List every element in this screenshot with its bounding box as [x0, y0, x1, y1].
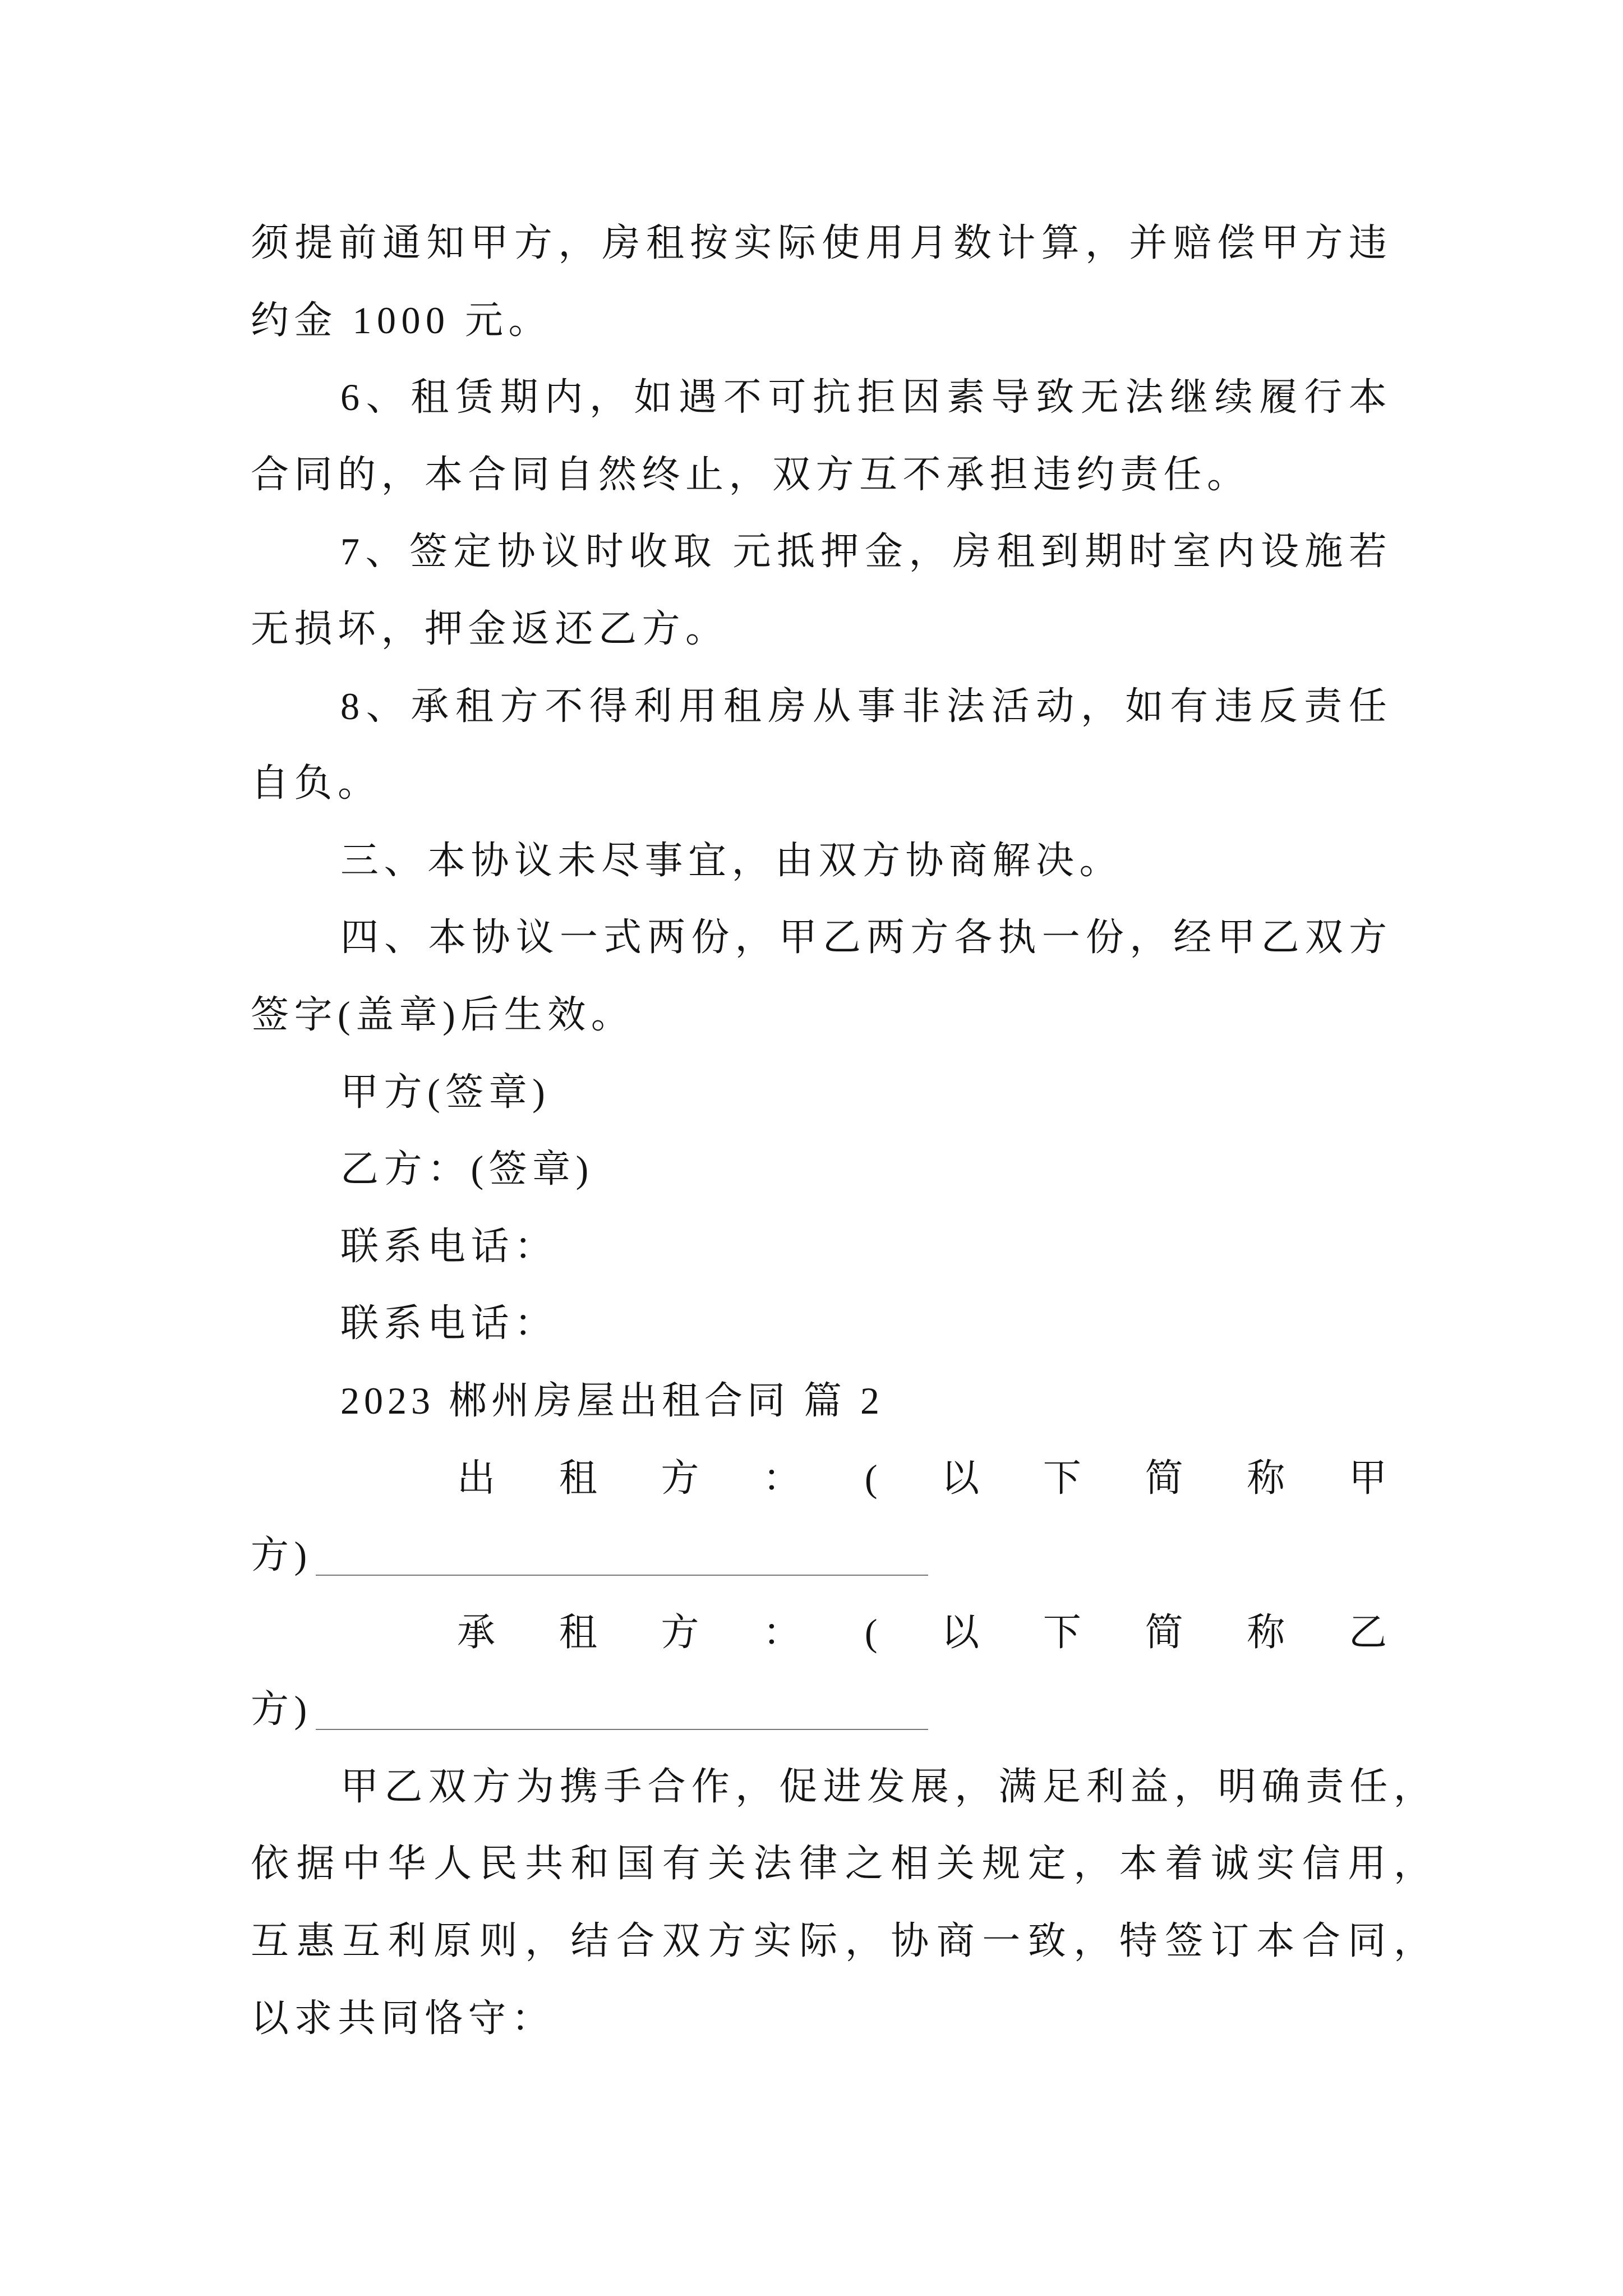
- text-line: 四 、 本 协 议 一 式 两 份 ， 甲 乙 两 方 各 执 一 份 ， 经 甲 乙 双 方: [340, 916, 1387, 959]
- text-line: 三、本协议未尽事宜，由双方协商解决。: [340, 839, 1123, 882]
- signature-block: [0, 1054, 1623, 1363]
- section-heading: 2023 郴州房屋出租合同 篇 2: [340, 1379, 884, 1422]
- clause-8: [0, 668, 1623, 822]
- party-a-signature: 甲方(签章): [340, 1070, 551, 1114]
- text-line: 6 、 租 赁 期 内 ， 如 遇 不 可 抗 拒 因 素 导 致 无 法 继 续 履 行 本: [340, 376, 1387, 419]
- text-line: 以求共同恪守：: [251, 1996, 555, 2040]
- lessee-field: [0, 1594, 1623, 1749]
- article-3: [0, 822, 1623, 900]
- text-line: 约金 1000 元。: [251, 298, 552, 342]
- text-line: [251, 1517, 1387, 1594]
- clause-6: [0, 359, 1623, 513]
- party-b-phone: 联系电话：: [340, 1302, 558, 1345]
- section-heading-block: [0, 1363, 1623, 1440]
- party-b-signature: 乙方：(签章): [340, 1148, 594, 1191]
- text-line: 8 、 承 租 方 不 得 利 用 租 房 从 事 非 法 活 动 ， 如 有 违 反 责 任: [340, 684, 1387, 728]
- lessor-name-blank: [316, 1575, 928, 1576]
- text-line: 无损坏，押金返还乙方。: [251, 607, 729, 650]
- lessor-label-end: 方): [251, 1534, 312, 1577]
- text-line: 自负。: [251, 762, 381, 805]
- text-line: [251, 1671, 1387, 1749]
- text-line: 合同的，本合同自然终止，双方互不承担违约责任。: [251, 453, 1251, 496]
- text-line: 出 租 方 ： ( 以 下 简 称 甲: [457, 1456, 1387, 1499]
- lessee-name-blank: [316, 1729, 928, 1730]
- lessee-label-end: 方): [251, 1688, 312, 1731]
- text-line: 签字(盖章)后生效。: [251, 993, 635, 1036]
- party-a-phone: 联系电话：: [340, 1225, 558, 1268]
- continuation-paragraph: [0, 205, 1623, 359]
- text-line: 甲 乙 双 方 为 携 手 合 作 ， 促 进 发 展 ， 满 足 利 益 ， 明 确 责 任 ，: [340, 1765, 1432, 1808]
- preamble-paragraph: [0, 1749, 1623, 2057]
- clause-7: [0, 513, 1623, 668]
- text-line: 7 、 签 定 协 议 时 收 取 元 抵 押 金 ， 房 租 到 期 时 室 内 设 施 若: [340, 530, 1387, 573]
- article-4: [0, 899, 1623, 1053]
- text-line: 须 提 前 通 知 甲 方 ， 房 租 按 实 际 使 用 月 数 计 算 ， 并 赔 偿 甲 方 违: [251, 222, 1387, 264]
- text-line: 依 据 中 华 人 民 共 和 国 有 关 法 律 之 相 关 规 定 ， 本 着 诚 实 信 用 ，: [251, 1842, 1432, 1885]
- text-line: 承 租 方 ： ( 以 下 简 称 乙: [457, 1611, 1387, 1654]
- text-line: 互 惠 互 利 原 则 ， 结 合 双 方 实 际 ， 协 商 一 致 ， 特 签 订 本 合 同 ，: [251, 1920, 1432, 1963]
- lessor-field: [0, 1440, 1623, 1594]
